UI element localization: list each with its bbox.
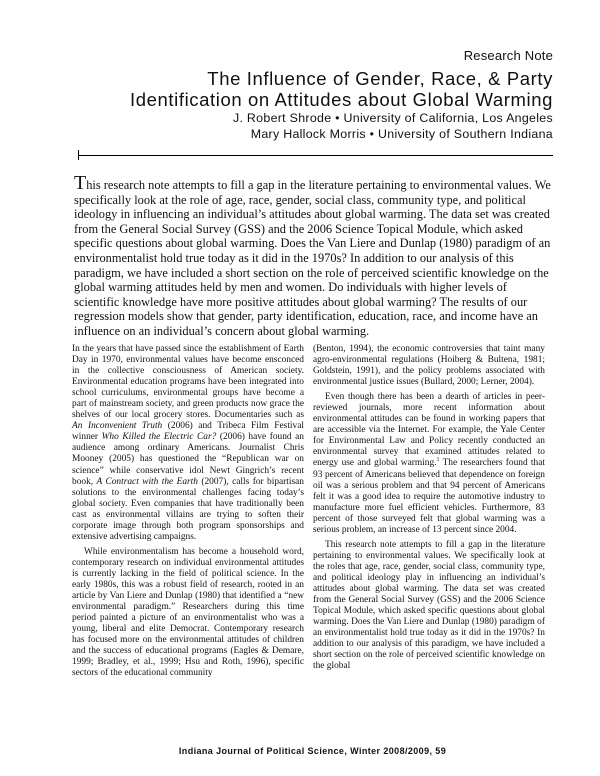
- left-paragraph-1: [72, 344, 304, 543]
- book-title: A Contract with the Earth: [96, 476, 198, 487]
- article-title: [83, 68, 553, 110]
- header-divider: [78, 155, 553, 156]
- title-line-2: Identification on Attitudes about Global Warming: [129, 89, 553, 110]
- right-paragraph-3: This research note attempts to fill a gap in the literature pertaining to environmental values. We specifically look at the roles that age, race, gender, social class, community type, and political ideology play in influencing an individual’s attitudes about global warming. The data set was created from the General Social Survey (GSS) and the 2006 Science Topical Module, which asked specific questions about global warming. Does the Van Liere and Dunlap (1980) paradigm of an environmentalist hold true today as it did in the 1970s? In addition to our analysis of this paradigm, we have included a short section on the role of perceived scientific knowledge on the global: [313, 539, 545, 672]
- right-paragraph-1: (Benton, 1994), the economic controversies that taint many agro-environmental regulations (Hoiberg & Bultena, 1981; Goldstein, 1991), and the policy problems associated with environmental justice issues (Bullard, 2000; Lerner, 2004).: [313, 344, 545, 388]
- abstract-text: his research note attempts to fill a gap in the literature pertaining to environmental values. We specifically look at the role of age, race, gender, social class, community type, and political ideology in influencing an individual’s attitudes about global warming. The data set was created from the General Social Survey (GSS) and the 2006 Science Topical Module, which asked specific questions about global warming. Does the Van Liere and Dunlap (1980) paradigm of an environmentalist hold true today as it did in the 1970s? In addition to our analysis of this paradigm, we have included a short section on the role of perceived scientific knowledge on the global warming attitudes held by men and women. Do individuals with higher levels of scientific knowledge have more positive attitudes about global warming? The results of our regression models show that gender, party identification, education, race, and income have an influence on an individual’s concern about global warming.: [74, 178, 551, 338]
- author-2: Mary Hallock Morris • University of Southern Indiana: [250, 127, 553, 141]
- text-run: Even though there has been a dearth of articles in peer-reviewed journals, more recent information about environmental attitudes can be found in working papers that are accessible via the Internet. For example, the Yale Center for Environmental Law and Policy recently conducted an environmental survey that examined attitudes related to energy use and global warming.: [313, 392, 545, 469]
- film-title: Who Killed the Electric Car?: [101, 432, 217, 443]
- text-run: (2006) have found an audience among ordinary Americans. Journalist Chris Mooney (2005) has questioned the “Republican war on science” while conservative idol Newt Gingrich’s recent book,: [72, 432, 304, 487]
- page-footer: Indiana Journal of Political Science, Winter 2008/2009, 59: [178, 746, 447, 756]
- title-line-1: The Influence of Gender, Race, & Party: [207, 68, 553, 89]
- text-run: The researchers found that 93 percent of Americans believed that dependence on foreign oil was a serious problem and that 94 percent of Americans felt it was a good idea to require the automotive industry to manufacture more fuel efficient vehicles. Furthermore, 83 percent of those surveyed felt that global warming was a serious problem, an increase of 13 percent since 2004.: [313, 458, 545, 535]
- divider-tick: [78, 150, 79, 160]
- right-paragraph-2: [313, 392, 545, 536]
- right-column: [313, 344, 545, 676]
- author-block: [83, 110, 553, 142]
- author-1: J. Robert Shrode • University of California, Los Angeles: [232, 111, 553, 125]
- left-column: [72, 344, 304, 683]
- section-label: Research Note: [463, 48, 553, 63]
- text-run: (2007), calls for bipartisan solutions to the environmental challenges facing today’s global society. Even companies that have traditionally been cast as environmental villains are trying to soften their corporate image through both program sponsorships and extensive advertising campaigns.: [72, 476, 304, 542]
- abstract: [74, 172, 553, 339]
- abstract-drop-cap: T: [74, 172, 87, 194]
- text-run: In the years that have passed since the establishment of Earth Day in 1970, environmental values have become ensconced in the collective consciousness of American society. Environmental education programs have been integrated into school curriculums, environmental groups have become a part of mainstream society, and green products now grace the shelves of our local grocery stores. Documentaries such as: [72, 344, 304, 421]
- footnote-marker[interactable]: 1: [436, 457, 440, 464]
- text-run: (2006) and Tribeca Film Festival winner: [72, 421, 304, 443]
- film-title: An Inconvenient Truth: [72, 421, 163, 432]
- left-paragraph-2: While environmentalism has become a household word, contemporary research on individual environmental attitudes is currently lacking in the field of political science. In the early 1980s, this was a robust field of research, rooted in an article by Van Liere and Dunlap (1980) that identified a “new environmental paradigm.” Researchers during this time period painted a picture of an environmentalist who was a young, liberal and elite Democrat. Contemporary research has focused more on the environmental attitudes of children and the success of educational programs (Eagles & Demare, 1999; Bradley, et al., 1999; Hsu and Roth, 1996), specific sectors of the educational community: [72, 546, 304, 679]
